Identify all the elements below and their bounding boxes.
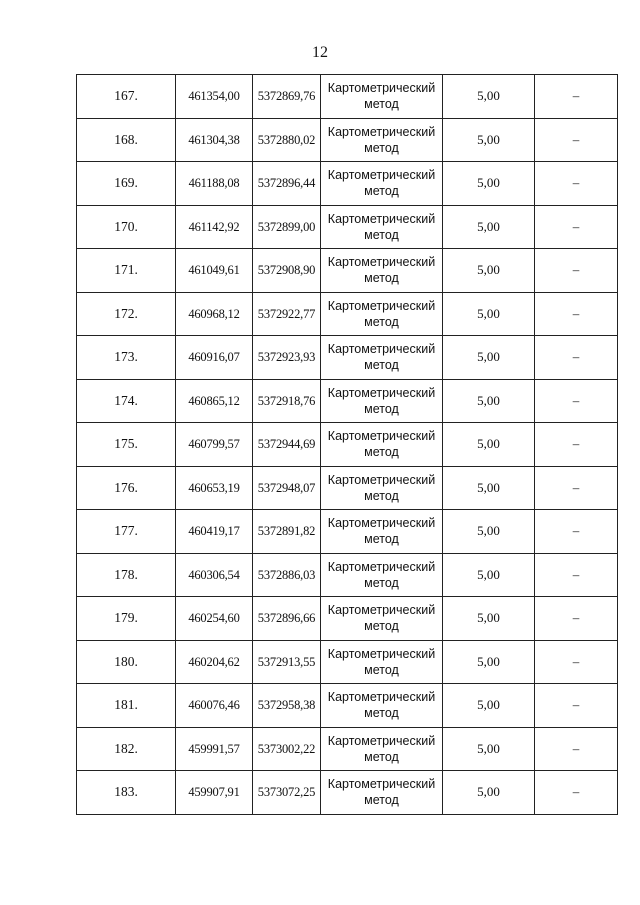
coordinate-x-cell: 461049,61 xyxy=(176,249,253,293)
note-cell: – xyxy=(535,423,618,467)
method-cell: Картометрический метод xyxy=(321,205,443,249)
table-row xyxy=(77,510,618,554)
note-cell: – xyxy=(535,292,618,336)
coordinate-y-cell: 5372908,90 xyxy=(253,249,321,293)
precision-cell: 5,00 xyxy=(443,684,535,728)
coordinate-x-cell: 460076,46 xyxy=(176,684,253,728)
table-row xyxy=(77,75,618,119)
precision-cell: 5,00 xyxy=(443,292,535,336)
precision-cell: 5,00 xyxy=(443,423,535,467)
point-number-cell: 172. xyxy=(77,292,176,336)
point-number-cell: 175. xyxy=(77,423,176,467)
table-row xyxy=(77,597,618,641)
method-cell: Картометрический метод xyxy=(321,379,443,423)
note-cell: – xyxy=(535,336,618,380)
method-cell: Картометрический метод xyxy=(321,771,443,815)
method-cell: Картометрический метод xyxy=(321,336,443,380)
precision-cell: 5,00 xyxy=(443,249,535,293)
coordinate-x-cell: 461188,08 xyxy=(176,162,253,206)
point-number-cell: 168. xyxy=(77,118,176,162)
precision-cell: 5,00 xyxy=(443,727,535,771)
table-row xyxy=(77,162,618,206)
coordinates-table xyxy=(76,74,618,815)
precision-cell: 5,00 xyxy=(443,118,535,162)
method-cell: Картометрический метод xyxy=(321,162,443,206)
point-number-cell: 171. xyxy=(77,249,176,293)
coordinate-y-cell: 5373002,22 xyxy=(253,727,321,771)
method-cell: Картометрический метод xyxy=(321,510,443,554)
point-number-cell: 167. xyxy=(77,75,176,119)
precision-cell: 5,00 xyxy=(443,597,535,641)
point-number-cell: 170. xyxy=(77,205,176,249)
precision-cell: 5,00 xyxy=(443,510,535,554)
coordinate-x-cell: 460254,60 xyxy=(176,597,253,641)
coordinate-y-cell: 5372958,38 xyxy=(253,684,321,728)
table-row xyxy=(77,292,618,336)
table-row xyxy=(77,640,618,684)
method-cell: Картометрический метод xyxy=(321,553,443,597)
precision-cell: 5,00 xyxy=(443,162,535,206)
coordinate-x-cell: 460204,62 xyxy=(176,640,253,684)
table-row xyxy=(77,553,618,597)
precision-cell: 5,00 xyxy=(443,336,535,380)
point-number-cell: 182. xyxy=(77,727,176,771)
table-row xyxy=(77,336,618,380)
coordinate-y-cell: 5372948,07 xyxy=(253,466,321,510)
coordinate-y-cell: 5372913,55 xyxy=(253,640,321,684)
note-cell: – xyxy=(535,553,618,597)
coordinate-y-cell: 5372880,02 xyxy=(253,118,321,162)
method-cell: Картометрический метод xyxy=(321,75,443,119)
table-row xyxy=(77,249,618,293)
note-cell: – xyxy=(535,640,618,684)
coordinate-x-cell: 460916,07 xyxy=(176,336,253,380)
table-row xyxy=(77,466,618,510)
page-number: 12 xyxy=(312,44,328,61)
point-number-cell: 178. xyxy=(77,553,176,597)
point-number-cell: 180. xyxy=(77,640,176,684)
table-row xyxy=(77,771,618,815)
precision-cell: 5,00 xyxy=(443,379,535,423)
coordinate-x-cell: 459991,57 xyxy=(176,727,253,771)
method-cell: Картометрический метод xyxy=(321,640,443,684)
coordinate-x-cell: 459907,91 xyxy=(176,771,253,815)
table-row xyxy=(77,423,618,467)
coordinates-table-body xyxy=(77,75,618,815)
precision-cell: 5,00 xyxy=(443,771,535,815)
coordinate-x-cell: 461142,92 xyxy=(176,205,253,249)
coordinate-y-cell: 5372869,76 xyxy=(253,75,321,119)
note-cell: – xyxy=(535,379,618,423)
note-cell: – xyxy=(535,205,618,249)
precision-cell: 5,00 xyxy=(443,553,535,597)
note-cell: – xyxy=(535,466,618,510)
note-cell: – xyxy=(535,597,618,641)
coordinate-y-cell: 5372918,76 xyxy=(253,379,321,423)
coordinate-y-cell: 5372891,82 xyxy=(253,510,321,554)
table-row xyxy=(77,379,618,423)
coordinate-y-cell: 5372923,93 xyxy=(253,336,321,380)
note-cell: – xyxy=(535,684,618,728)
method-cell: Картометрический метод xyxy=(321,118,443,162)
point-number-cell: 179. xyxy=(77,597,176,641)
note-cell: – xyxy=(535,771,618,815)
coordinate-x-cell: 460306,54 xyxy=(176,553,253,597)
note-cell: – xyxy=(535,727,618,771)
coordinate-y-cell: 5372886,03 xyxy=(253,553,321,597)
precision-cell: 5,00 xyxy=(443,205,535,249)
note-cell: – xyxy=(535,510,618,554)
point-number-cell: 169. xyxy=(77,162,176,206)
coordinate-x-cell: 461304,38 xyxy=(176,118,253,162)
coordinate-y-cell: 5372896,66 xyxy=(253,597,321,641)
table-row xyxy=(77,684,618,728)
note-cell: – xyxy=(535,75,618,119)
precision-cell: 5,00 xyxy=(443,466,535,510)
method-cell: Картометрический метод xyxy=(321,423,443,467)
table-row xyxy=(77,205,618,249)
coordinate-x-cell: 460799,57 xyxy=(176,423,253,467)
method-cell: Картометрический метод xyxy=(321,292,443,336)
coordinate-x-cell: 460968,12 xyxy=(176,292,253,336)
table-row xyxy=(77,118,618,162)
coordinate-x-cell: 460865,12 xyxy=(176,379,253,423)
point-number-cell: 183. xyxy=(77,771,176,815)
method-cell: Картометрический метод xyxy=(321,466,443,510)
coordinate-y-cell: 5372944,69 xyxy=(253,423,321,467)
table-row xyxy=(77,727,618,771)
note-cell: – xyxy=(535,162,618,206)
coordinate-y-cell: 5373072,25 xyxy=(253,771,321,815)
point-number-cell: 174. xyxy=(77,379,176,423)
coordinate-y-cell: 5372899,00 xyxy=(253,205,321,249)
method-cell: Картометрический метод xyxy=(321,249,443,293)
note-cell: – xyxy=(535,249,618,293)
precision-cell: 5,00 xyxy=(443,75,535,119)
coordinate-y-cell: 5372922,77 xyxy=(253,292,321,336)
method-cell: Картометрический метод xyxy=(321,727,443,771)
point-number-cell: 177. xyxy=(77,510,176,554)
method-cell: Картометрический метод xyxy=(321,597,443,641)
coordinate-y-cell: 5372896,44 xyxy=(253,162,321,206)
point-number-cell: 173. xyxy=(77,336,176,380)
coordinate-x-cell: 460419,17 xyxy=(176,510,253,554)
coordinate-x-cell: 461354,00 xyxy=(176,75,253,119)
point-number-cell: 176. xyxy=(77,466,176,510)
method-cell: Картометрический метод xyxy=(321,684,443,728)
note-cell: – xyxy=(535,118,618,162)
coordinate-x-cell: 460653,19 xyxy=(176,466,253,510)
precision-cell: 5,00 xyxy=(443,640,535,684)
point-number-cell: 181. xyxy=(77,684,176,728)
